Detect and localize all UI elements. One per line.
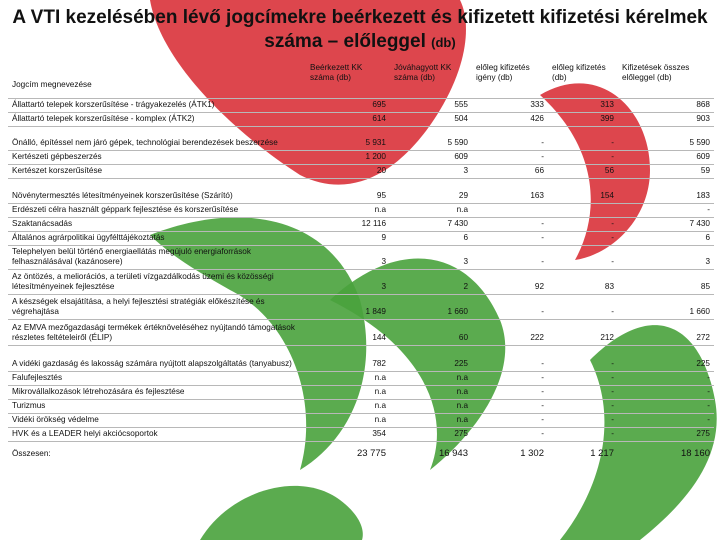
row-value: 154 [548,178,618,203]
row-value: 56 [548,164,618,178]
row-value: n.a [306,203,390,217]
row-value: 3 [618,245,714,269]
title-text: A VTI kezelésében lévő jogcímekre beérkezett és kifizetett kifizetési kérelmek száma – előleggel [12,7,708,52]
total-label: Összesen: [12,449,51,458]
row-name: Állattartó telepek korszerűsítése - trágyakezelés (ÁTK1) [8,98,306,112]
row-name: Telephelyen belül történő energiaellátás megújuló energiaforrások felhasználásával (kazánosere) [8,245,306,269]
row-value: 163 [472,178,548,203]
row-value: - [548,217,618,231]
row-value [472,203,548,217]
row-value: 183 [618,178,714,203]
row-name: HVK és a LEADER helyi akciócsoportok [8,427,306,441]
table-row [8,112,714,126]
row-value: 313 [548,98,618,112]
row-value: 66 [472,164,548,178]
row-value: 7 430 [390,217,472,231]
row-name: Növénytermesztés létesítményeinek korszerűsítése (Szárító) [8,178,306,203]
row-value: - [472,345,548,371]
row-value: - [618,413,714,427]
row-value: - [472,217,548,231]
table-row [8,217,714,231]
row-value: 1 660 [618,294,714,319]
row-name: Erdészeti célra használt géppark fejlesztése és korszerűsítése [8,203,306,217]
row-value: 5 931 [306,126,390,150]
row-value: 272 [618,319,714,345]
total-value: 16 943 [438,448,468,459]
row-value: n.a [306,371,390,385]
table-row [8,126,714,150]
row-value: n.a [306,385,390,399]
row-value: 609 [618,150,714,164]
row-name: Kertészet korszerűsítése [8,164,306,178]
row-value: 354 [306,427,390,441]
table-row [8,245,714,269]
row-value: 60 [390,319,472,345]
row-value: 333 [472,98,548,112]
row-name: A vidéki gazdaság és lakosság számára nyújtott alapszolgáltatás (tanyabusz) [8,345,306,371]
row-value: 212 [548,319,618,345]
row-value: 3 [390,245,472,269]
table-row [8,319,714,345]
row-value: 83 [548,269,618,294]
row-value: - [472,150,548,164]
title-unit: (db) [431,35,456,50]
header-cell: Jóváhagyott KK száma (db) [390,60,472,98]
row-value: 609 [390,150,472,164]
row-name: Önálló, építéssel nem járó gépek, technológiai berendezések beszerzése [8,126,306,150]
row-value: 3 [390,164,472,178]
row-value: - [548,126,618,150]
row-value: - [472,371,548,385]
row-value: - [548,345,618,371]
row-name: Falufejlesztés [8,371,306,385]
table-row [8,98,714,112]
row-name: Az öntözés, a meliorációs, a területi vízgazdálkodás üzemi és közösségi létesítményeinek fejlesztése [8,269,306,294]
row-value: - [472,427,548,441]
row-value: 85 [618,269,714,294]
row-value: 225 [618,345,714,371]
row-value: 29 [390,178,472,203]
header-cell: Jogcím megnevezése [8,60,306,98]
total-row [8,441,714,461]
row-name: Mikrovállalkozások létrehozására és fejlesztése [8,385,306,399]
row-value: - [548,427,618,441]
row-name: Kertészeti gépbeszerzés [8,150,306,164]
row-value: n.a [390,413,472,427]
row-value: - [472,126,548,150]
row-value: 2 [390,269,472,294]
row-value: 1 660 [390,294,472,319]
row-value: 868 [618,98,714,112]
row-value: - [472,385,548,399]
row-value: n.a [306,399,390,413]
table-row [8,294,714,319]
header-cell: Kifizetések összes előleggel (db) [618,60,714,98]
row-name: Az EMVA mezőgazdasági termékek értéknöveléséhez nyújtandó támogatások részletes feltételeiről (ÉLIP) [8,319,306,345]
row-value: - [548,413,618,427]
row-value: 5 590 [618,126,714,150]
total-value: 23 775 [356,448,386,459]
header-cell: Beérkezett KK száma (db) [306,60,390,98]
row-value: - [618,371,714,385]
row-value: 95 [306,178,390,203]
row-name: Állattartó telepek korszerűsítése - komplex (ÁTK2) [8,112,306,126]
table-row [8,345,714,371]
row-value: 7 430 [618,217,714,231]
row-value: - [472,413,548,427]
table-row [8,427,714,441]
row-value [548,203,618,217]
row-value: n.a [390,385,472,399]
row-value: - [472,231,548,245]
row-value: - [548,294,618,319]
row-value: - [618,385,714,399]
row-value: 1 849 [306,294,390,319]
row-value: 399 [548,112,618,126]
row-value: 6 [618,231,714,245]
table-row [8,385,714,399]
row-value: 92 [472,269,548,294]
row-value: 9 [306,231,390,245]
table-row [8,150,714,164]
row-value: - [548,150,618,164]
row-value: 222 [472,319,548,345]
row-value: 20 [306,164,390,178]
table-row [8,371,714,385]
row-value: 6 [390,231,472,245]
header-row [8,60,714,98]
row-value: n.a [390,371,472,385]
header-cell: előleg kifizetés igény (db) [472,60,548,98]
row-value: 555 [390,98,472,112]
table-row [8,164,714,178]
row-value: - [472,399,548,413]
total-value: 18 160 [680,448,710,459]
row-value: 614 [306,112,390,126]
row-value: n.a [306,413,390,427]
row-name: Általános agrárpolitikai ügyfélttájékoztatás [8,231,306,245]
row-name: Szaktanácsadás [8,217,306,231]
row-value: 3 [306,245,390,269]
row-value: 504 [390,112,472,126]
page-title [0,6,720,55]
table-row [8,269,714,294]
row-value: n.a [390,399,472,413]
row-value: 5 590 [390,126,472,150]
row-value: 12 116 [306,217,390,231]
table-row [8,178,714,203]
row-value: 3 [306,269,390,294]
header-cell: előleg kifizetés (db) [548,60,618,98]
row-value: - [548,245,618,269]
table-row [8,413,714,427]
row-value: 782 [306,345,390,371]
row-value: 426 [472,112,548,126]
row-value: 275 [390,427,472,441]
row-value: 144 [306,319,390,345]
green-leaf-shape-bottom [200,486,363,540]
row-value: 903 [618,112,714,126]
total-value: 1 302 [520,448,544,459]
row-value: - [472,245,548,269]
row-value: 275 [618,427,714,441]
row-value: n.a [390,203,472,217]
row-value: - [548,385,618,399]
row-value: - [548,371,618,385]
data-table [8,60,714,461]
table-row [8,231,714,245]
row-value: - [548,399,618,413]
table-row [8,399,714,413]
row-value: 695 [306,98,390,112]
row-value: - [548,231,618,245]
row-value: 1 200 [306,150,390,164]
row-name: Vidéki örökség védelme [8,413,306,427]
row-value: 59 [618,164,714,178]
row-value: - [618,203,714,217]
row-value: 225 [390,345,472,371]
table-row [8,203,714,217]
total-value: 1 217 [590,448,614,459]
row-name: A készségek elsajátítása, a helyi fejlesztési stratégiák előkészítése és végrehajtása [8,294,306,319]
row-name: Turizmus [8,399,306,413]
row-value: - [472,294,548,319]
row-value: - [618,399,714,413]
